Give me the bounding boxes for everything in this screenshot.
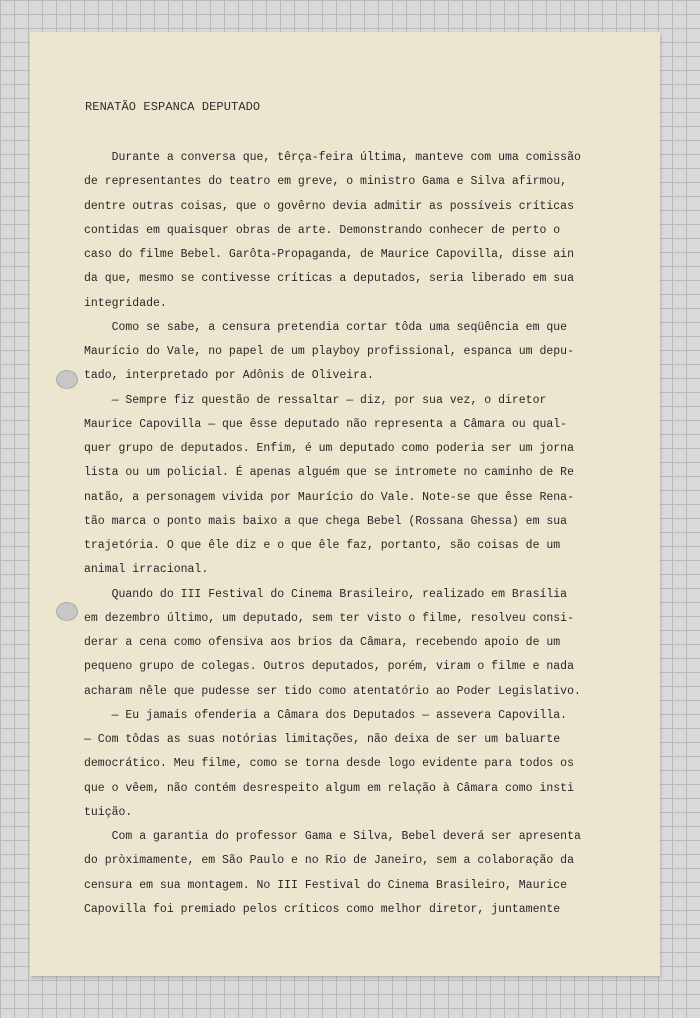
body-line: tão marca o ponto mais baixo a que chega Bebel (Rossana Ghessa) em sua xyxy=(84,514,568,528)
body-line: de representantes do teatro em greve, o ministro Gama e Silva afirmou, xyxy=(84,175,568,189)
body-line: da que, mesmo se contivesse críticas a deputados, seria liberado em sua xyxy=(84,272,574,286)
body-line: Com a garantia do professor Gama e Silva, Bebel deverá ser apresenta xyxy=(84,830,581,843)
body-line: dentre outras coisas, que o govêrno devia admitir as possíveis críticas xyxy=(84,199,574,213)
body-line: lista ou um policial. É apenas alguém que se intromete no caminho de Re xyxy=(84,466,574,480)
body-line: que o vêem, não contém desrespeito algum em relação à Câmara como insti xyxy=(84,781,574,795)
body-line: do pròximamente, em São Paulo e no Rio de Janeiro, sem a colaboração da xyxy=(84,854,574,868)
body-line: — Sempre fiz questão de ressaltar — diz, por sua vez, o diretor xyxy=(84,393,547,407)
body-line: Como se sabe, a censura pretendia cortar tôda uma seqüência em que xyxy=(84,320,568,334)
punch-hole xyxy=(56,370,78,389)
body-line: Quando do III Festival do Cinema Brasileiro, realizado em Brasília xyxy=(84,587,568,601)
body-line: Maurice Capovilla — que êsse deputado não representa a Câmara ou qual- xyxy=(84,417,568,431)
body-line: democrático. Meu filme, como se torna desde logo evidente para todos os xyxy=(84,757,574,771)
body-line: contidas em quaisquer obras de arte. Demonstrando conhecer de perto o xyxy=(84,223,561,237)
body-line: — Com tôdas as suas notórias limitações, não deixa de ser um baluarte xyxy=(84,733,561,746)
body-line: acharam nêle que pudesse ser tido como atentatório ao Poder Legislativo. xyxy=(84,684,581,698)
body-line: Maurício do Vale, no papel de um playboy profissional, espanca um depu- xyxy=(84,345,574,358)
body-line: quer grupo de deputados. Enfim, é um deputado como poderia ser um jorna xyxy=(84,442,574,455)
body-line: trajetória. O que êle diz e o que êle faz, portanto, são coisas de um xyxy=(84,539,561,552)
document-title: RENATÃO ESPANCA DEPUTADO xyxy=(85,100,261,114)
body-line: animal irracional. xyxy=(84,563,209,577)
body-line: Capovilla foi premiado pelos críticos como melhor diretor, juntamente xyxy=(84,902,561,916)
punch-hole xyxy=(56,602,78,621)
body-line: natão, a personagem vivida por Maurício do Vale. Note-se que êsse Rena- xyxy=(84,490,574,504)
body-line: Durante a conversa que, têrça-feira última, manteve com uma comissão xyxy=(84,151,581,164)
body-line: tado, interpretado por Adônis de Oliveira. xyxy=(84,369,374,383)
body-line: pequeno grupo de colegas. Outros deputados, porém, viram o filme e nada xyxy=(84,660,574,674)
body-line: em dezembro último, um deputado, sem ter visto o filme, resolveu consi- xyxy=(84,611,574,625)
body-line: derar a cena como ofensiva aos brios da Câmara, recebendo apoio de um xyxy=(84,636,561,649)
body-line: censura em sua montagem. No III Festival do Cinema Brasileiro, Maurice xyxy=(84,878,568,892)
body-line: integridade. xyxy=(84,296,167,310)
body-line: caso do filme Bebel. Garôta-Propaganda, de Maurice Capovilla, disse ain xyxy=(84,248,574,261)
body-line: — Eu jamais ofenderia a Câmara dos Deputados — assevera Capovilla. xyxy=(84,708,568,722)
body-line: tuição. xyxy=(84,805,133,819)
